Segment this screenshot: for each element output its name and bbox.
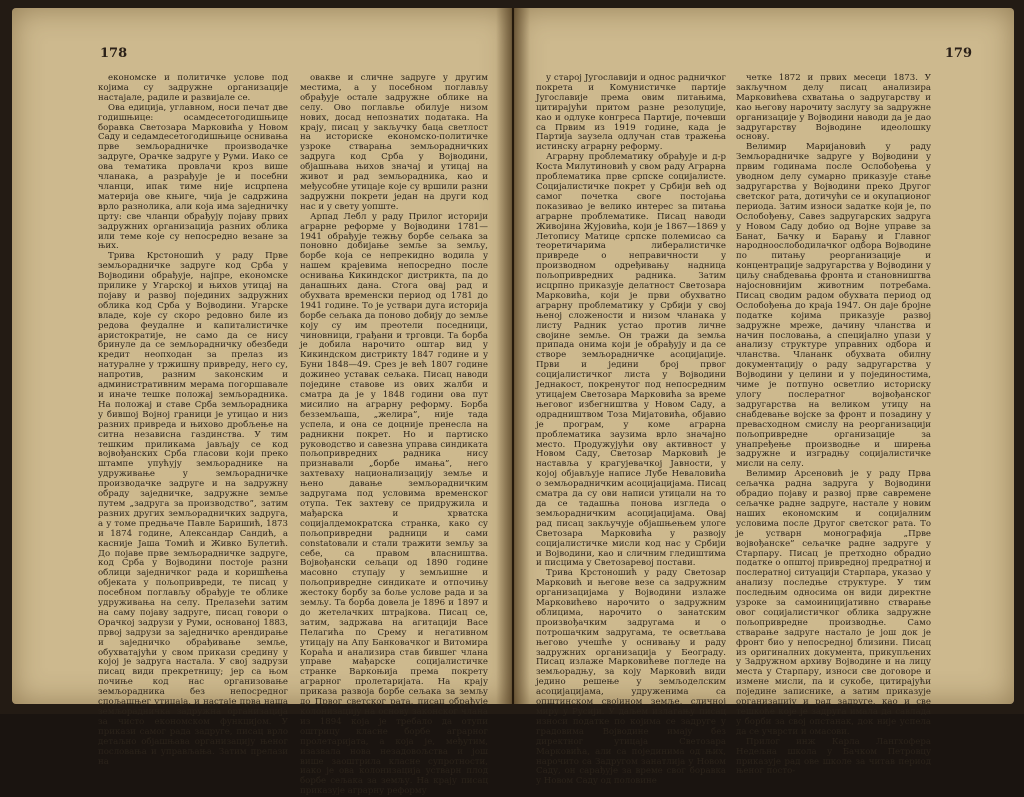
- page-number-right: 179: [944, 46, 972, 61]
- left-column-1: [98, 74, 288, 767]
- paragraph: Ова едиција, углавном, носи печат две годишњице: осамдесетогодишњице боравка Светозара Марковића у Новом Саду и седамдесетогодишњице оснивања прве земљорадничке производачке задруге, Орачке задруге у Руми. Иако се ова тематика провлачи кроз више чланака, а разрађује је и посебни чланци, ипак тиме није исцрпена материја ове књиге, чија је садржина врло разнолика, али која има заједничку црту: све чланци обрађују појаву првих задружних организација разних облика или теме које су непосредно везане за њих.: [98, 102, 288, 252]
- paragraph: Трива Крстоношић у раду Светозар Марковић и његове везе са задружним организацијама у Војводини излаже Марковићево нарочито о задружним облицима, нарочито о занатским произвођачким задругама и о потрошачким задругама, те осветљава његово учешће у оснивању и раду задружних организација у Београду. Писац излаже Марковићеве погледе на земљорадњу, за коју Марковић види једино решење у земљоделским асоцијацијама, удруженима са општинском својином земље, сличној миру у Русији. У даљем излагању писац износи податке по којима се задруге у градовима Војводине имају без директног утицаја Светозара Марковића, али са појединима од њих, нарочито са Задругом занатлија у Новом Саду, он сарађује за време свог боравка у Новом Саду од половине: [536, 568, 726, 787]
- right-page: [514, 8, 1014, 787]
- paragraph: овакве и сличне задруге у другим местима, а у посебном поглављу обрађује остале задружне облике на селу. Ово поглавље обилује низом нових, досад непознатих података. На крају, писац у закључку баца светлост на историске економско-политичке узроке стварања земљорадничких задруга код Срба у Војводини, објашњава њихов значај и утицај на живот и рад земљорадника, као и међусобне утицаје које су вршили разни задружни покрети један на други код нас и у свету уопште.: [300, 73, 488, 212]
- page-number-left: 178: [100, 46, 128, 61]
- left-page: [12, 8, 512, 797]
- paragraph: Аграрну проблематику обрађује и д-р Коста Милутиновић у свом раду Аграрна проблематика прве српске социјалисте. Социјалистичке покрет у Србији већ од самог почетка своге постојања показивао је велико интерес за питања аграрне проблематике. Писац наводи Живојина Жујовића, који је 1867—1869 у Летопису Матице српске полемисао са теоретичарима либералистичке привреде о неправичности у производном одређивању надница пољопривредних радника. Затим исцрпно приказује делатност Светозара Марковића, који је први обухватно аграрну проблематику у Србији у свој њеној сложености и низом чланака у листу Радник устао против личне својине земље. Он тражи да земља припада онима који је обрађују и да се створе земљорадничке асоцијације. Први и једини број првог социјалистичког листа у Војводини Једнакост, покренутог под непосредним утицајем Светозара Марковића за време његовог избегништва у Новом Саду, а одрадништвом Тоза Мијатовића, објавио је програм, у коме аграрна проблематика заузима врло значајно место. Продужујући ову активност у Новом Саду, Светозар Марковић је наставља у крагујевачкој Јавности, у којој објављује написе Лубе Неваловића о земљорадничким асоцијацијама. Писац сматра да су ови написи утицали на то да се тадашња понова изгледа о земљорадничким асоцијацијама. Овај рад писац закључује објашњењем улоге Светозара Марковића у развоју социјалистичке мисли код нас у Србији и Војводини, као и сличним гледиштима и писцима у Светозаревој постави.: [536, 152, 726, 569]
- paragraph: у старој Југославији и однос радничког покрета и Комунистичке партије Југославије према овим питањима, цитирајући притом разне резолуције, као и одлуке конгреса Партије, почевши са Првим из 1919 године, када је Партија заузела одлучан став тражења истинску аграрну реформу.: [536, 73, 726, 153]
- paragraph: Прилог инж Карла Лангхофера Недељна школа у Бачком Петровцу приказује рад ове школе за читав период њеног посто-: [736, 736, 931, 777]
- right-column-2: [736, 74, 931, 777]
- right-column-1: [536, 74, 726, 787]
- paragraph: Тривa Крстоношић у раду Прве земљорадничке задруге код Срба у Војводини обрађује, најпре, економске прилике у Угарској и њихов утицај на појаву и развој појединих задружних облика код Срба у Војводини. Угарске владе, које су скоро редовно биле из редова феудалне и капиталистичке аристократије, не само да се нису бринуле да се земљорадничку обезбеди кредит неопходан за прелаз из натуралне у тржишну привреду, него су, напротив, разним законским и административним мерама погоршавале и иначе тешке положај земљорадника. На положај и ставе Срба земљорадника у бившој Војној граници је утицао и низ разних привреда и њихово дробљење на ситна независна газдинства. У тим тешким приликама јављају се код војвођанских Срба гласови који преко штампе упућују земљораднике на удруживање у земљорадничке производачке задруге и на задружну обраду заједничке, задружне земље путем „задруга за производство”, затим разних других земљорадничких задруга, а у томе предњаче Павле Баришић, 1873 и 1874 године, Александар Сандић, а касније Јаша Томић и Живко Булетић. До појаве прве земљорадничке задруге, код Срба у Војводини постоје разни облици заједничког рада и коришћења објеката у пољопривреди, те писац у посебном поглављу обрађује те облике удруживања на селу. Прелазећи затим на саму појаву задруге, писац говори о Орачкој задрузи у Руми, основаној 1883, првој задрузи за заједничко арендирање и заједничко обрађивање земље, обухватајући у свом прикази средину у којој је задруга настала. У свој задрузи писац види прекретницу; јер са њом почиње код нас организовање земљорадника без непосредног спољашњег утицаја, и настаје прва наша земљорадничка задружна организација за чисто економском функцијом. У прикази самог рада задруге, писац врло детаљно објашњава организацију њеног пословања и управљања. Затим прелази на: [98, 251, 288, 767]
- left-column-2: [300, 74, 488, 797]
- paragraph: Велимир Арсеновић је у раду Прва сељачка радна задруга у Војводини обрадио појаву и развој прве савремене сељачке радне задруге, настале у новим наших економским и социјалним условима после Другог светског рата. То је устварн монографија „Прве војвођанске” сељачке радне задруге у Старпару. Писац је претходно обрадио податке о општој привредној предратној и послератној ситуацији Старпара, указао у анализу последње структуре. У тим последњим односима он види директне узроке за самоиницијативно стварање овог социјалистичког облика задружне пољопривредне производње. Само стварање задруге настало је још док је фронт био у непосредној близини. Писац из оригиналних документа, прикупљених у Задружном архиву Војводине и на лицу места у Старпару, износи све договоре и измене мисли, па и сукобе, цитирајући поједине записнике, а затим приказује организацију и рад задруге, као и све тешкоће које је задруга имала да савлада у борби за своj опстанак, док није успела да се учврсти и омасови.: [736, 469, 931, 737]
- paragraph: Арпад Лебл у раду Прилог историји аграрне реформе у Војводини 1781—1941 обрађује тежњу борбе сељака за поновно добијање земље за земљу, борбе која се непрекидно водила у нашем крајевима непосредно после оснивања Кикиндског дистрикта, па до данашњих дана. Стога овај рад и обухвата временски период од 1781 до 1941 године. То је уствари дуга историја борбе сељака да поново добију до земље коју су им преотели поседници, чиновници, грађани и трговци. Та борба је добила нарочито оштар вид у Кикиндском дистрикту 1847 године и у Буни 1848—49. Срез је већ 1807 године дожинео уставак сељака. Писац наводи поједине ставове из ових жалби и сматра да је у 1848 години ова пут мисилио на аграрну реформу. Борба безземљаша, „желира”, није тада успела, и она се доцније пренесла на радникни покрет. Но и партиско руководство и савезна управа синдиката пољопривредних радника нису признавали „борбе имања”, него захтеваху национализацију земље и њено давање земљорадничким задругама под условима временског отупа. Тек захтеву се придружила и мађарска и хрватска социјалдемократска странка, како су пољопривредни радници и сами constatовали и стали тражити земљу за себе, са правом власништва. Војвођански сељаци од 1890 године масовно ступају у земљишне и пољопривредне синдикате и отпочињу жестоку борбу за боље услове рада и за земљу. Та борба довела је 1896 и 1897 и до жетелачких штрајкова. Писац се, затим, задржава на агитацији Васе Пелагића по Срему и негативном утицају на Апу Банковачког и Витомира Кораћа и анализира став бившег члана управе мађарске социјалистичке странке Варкоњија према покрету аграрног пролетаријата. На крају приказа развоја борбе сељака за земљу до Првог светског рата, писац обрађује колонизацију на основу законског члана из 1894 која је требало да отупи оштрицу класне борбе аграрног пролетаријата, а која је, међутим, изазвала нова незадовољства и још више заоштрила класне супротности, иако је ова колонизација устварн плод борбе сељака за земљу. На крају писац приказује аграрну реформу: [300, 211, 488, 797]
- paragraph: економске и политичке услове под којима су задружне организације настајале, радиле и развијале се.: [98, 73, 288, 103]
- paragraph: Велимир Маријановић у раду Земљорадничке задруге у Војводини у првим годинама после Ослобођења у уводном делу сумарно приказује стање задругарства у Војводини преко Другог светског рата, дотичући се и окупационог периода. Затим износи задатке који је, по Ослобођењу, Савез задругарских задруга у Новом Саду добио од Војне управе за Банат, Бачку и Барању и Главног народноослободилачког одбора Војводине по питању реорганизације и концентрације задругарства у Војводини у циљу снабдевања фронта и становништва најосновнијим животним потребама. Писац сводим радом обухвата период од Ослобођења до краја 1947. Он даје бројне податке којима приказује развој задружне мреже, дачину чланства и начин пословања, а специјално упази у анализу структуре управних одбора и чланства. Члананк обухвата обилну документацију о раду задругарства у Војводини у целини и у појединостима, чиме је потпуно осветлио историску улогу послератног војвођанског задругарства на великом утицу на снабдевање војске за фронт и позадину у превасходном смислу на реорганизацији пољопривредне организације за унапређење производње и ширења задружне и изградњу социјалистичке мисли на селу.: [736, 142, 931, 470]
- paragraph: четке 1872 и првих месеци 1873. У закључном делу писац анализира Марковићева схватања о задругарству и као његову нарочиту заслугу за задружне организације у Војводини наводи да је дао задругарству Војводине идеолошку основу.: [736, 73, 931, 143]
